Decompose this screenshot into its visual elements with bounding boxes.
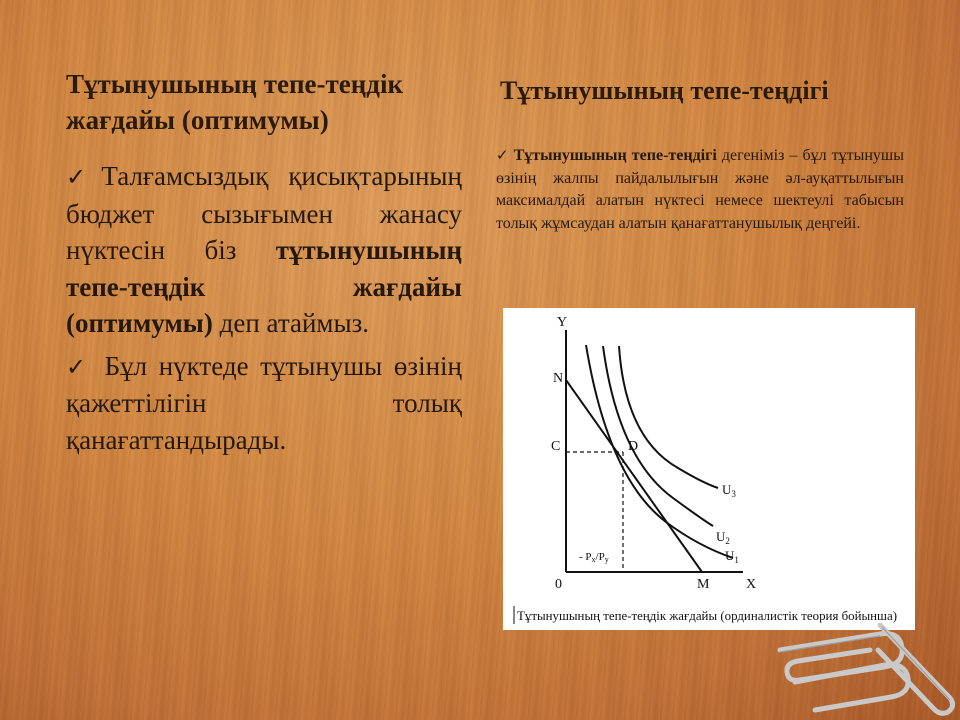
indifference-curve-u2 xyxy=(603,346,713,526)
label-m: M xyxy=(697,577,710,592)
left-p1-end: деп атаймыз. xyxy=(212,308,370,338)
label-d: D xyxy=(628,439,639,454)
checkmark-icon: ✓ xyxy=(496,146,510,164)
right-text: дегеніміз – бұл тұтынушы өзінің жалпы пайдалылығын және әл-ауқаттылығын максималдай алатын нүктесі немесе шектеулі табысын толық жұмсаудан алатын қанағаттанушылық деңгейі. xyxy=(496,147,904,232)
equilibrium-diagram xyxy=(503,308,915,630)
left-p2-text: Бұл нүктеде тұтынушы өзінің қажеттілігін толық қанағаттандырады. xyxy=(66,350,462,455)
figure-caption: Тұтынушының тепе-теңдік жағдайы (ординалистік теория бойынша) xyxy=(517,608,897,623)
right-bold: Тұтынушының тепе-теңдігі xyxy=(513,147,717,164)
label-u3: $U_3$ xyxy=(722,482,736,499)
checkmark-icon: ✓ xyxy=(66,352,91,381)
left-p1-text: Талғамсыздық қисықтарының бюджет сызығымен жанасу нүктесін біз xyxy=(66,161,463,265)
paperclip-icon xyxy=(760,620,960,720)
right-title: Тұтынушының тепе-теңдігі xyxy=(500,76,829,105)
right-body xyxy=(496,144,904,235)
label-u2: $U_2$ xyxy=(716,529,730,546)
label-u1: $U_1$ xyxy=(725,548,739,565)
left-paragraph-1 xyxy=(66,158,462,342)
label-x: X xyxy=(746,577,757,592)
label-n: N xyxy=(553,371,564,386)
label-y: Y xyxy=(557,315,568,330)
label-c: C xyxy=(551,439,561,454)
left-body xyxy=(66,158,462,464)
left-title: Тұтынушының тепе-теңдік жағдайы (оптимумы) xyxy=(66,69,404,135)
label-slope: - Px/Py xyxy=(579,551,609,564)
label-origin: 0 xyxy=(555,577,562,592)
budget-line xyxy=(566,380,702,572)
left-paragraph-2 xyxy=(66,348,462,459)
checkmark-icon: ✓ xyxy=(66,163,100,191)
left-p1-bold: тұтынушының тепе-теңдік жағдайы (оптимумы) xyxy=(66,235,462,338)
indifference-curve-u3 xyxy=(619,346,718,488)
